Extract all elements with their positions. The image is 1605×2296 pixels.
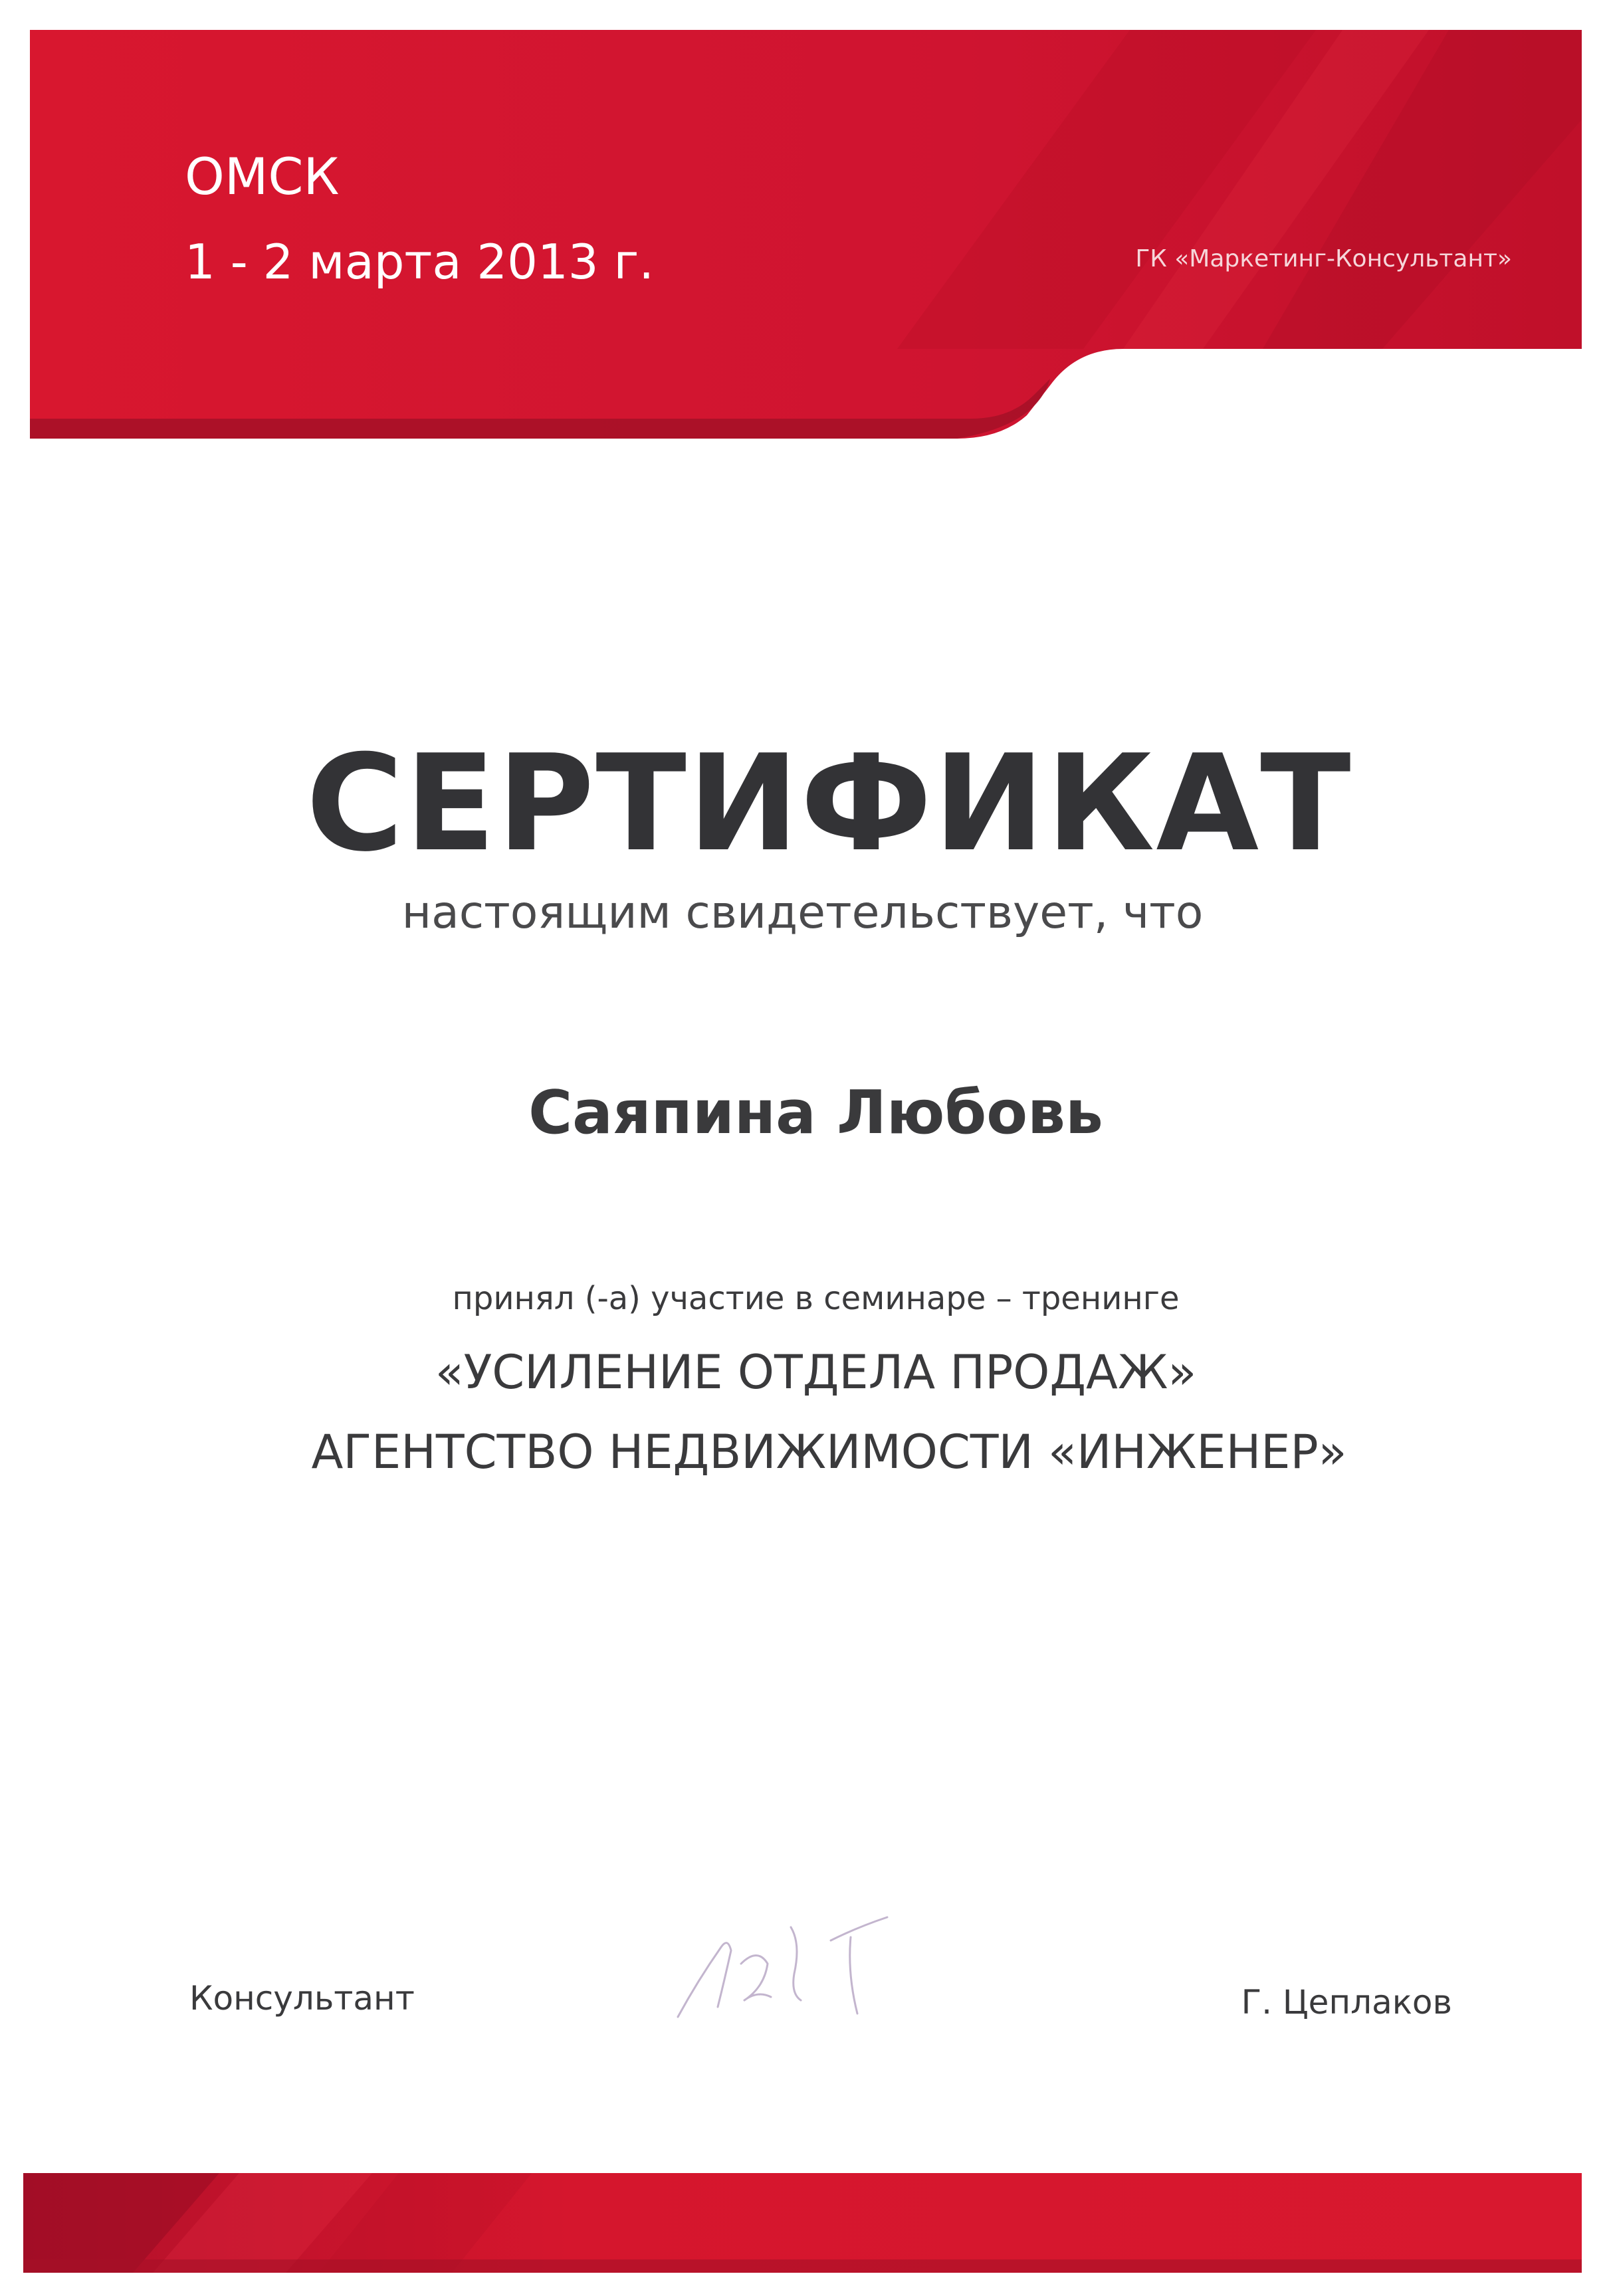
signer-name: Г. Цеплаков: [1241, 1983, 1452, 2022]
footer-band: [0, 2160, 1605, 2296]
header-band: [0, 0, 1605, 465]
certificate-title: СЕРТИФИКАТ: [306, 726, 1352, 881]
organizer-name: ГК «Маркетинг-Консультант»: [1135, 245, 1512, 272]
certificate-subtitle: настоящим свидетельствует, что: [401, 887, 1204, 939]
handwritten-signature: [658, 1901, 937, 2034]
event-dates: 1 - 2 марта 2013 г.: [185, 234, 655, 290]
recipient-name: Саяпина Любовь: [528, 1078, 1103, 1148]
agency-line: АГЕНТСТВО НЕДВИЖИМОСТИ «ИНЖЕНЕР»: [311, 1425, 1347, 1479]
seminar-title: «УСИЛЕНИЕ ОТДЕЛА ПРОДАЖ»: [435, 1345, 1197, 1400]
signer-role: Консультант: [189, 1979, 415, 2018]
event-city: ОМСК: [185, 147, 340, 206]
participation-text: принял (-а) участие в семинаре – тренинге: [452, 1280, 1180, 1317]
